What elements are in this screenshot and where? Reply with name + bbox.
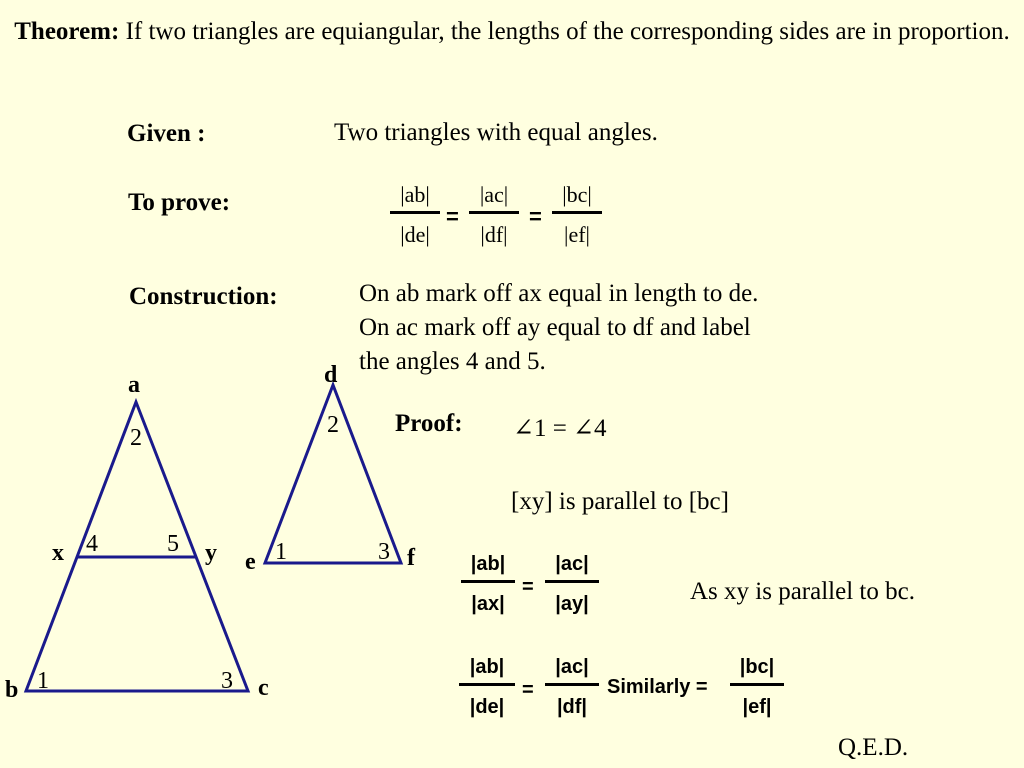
angle-label-f: 3 <box>378 539 390 565</box>
fraction-numerator: |bc| <box>739 656 775 678</box>
construction-label: Construction: <box>129 283 278 310</box>
fraction-numerator: |ab| <box>469 656 505 678</box>
angle-statement: ∠1 = ∠4 <box>513 415 607 442</box>
qed: Q.E.D. <box>838 734 909 761</box>
fraction-denominator: |de| <box>469 696 505 718</box>
fraction-denominator: |ay| <box>555 593 589 615</box>
construction-line-3: the angles 4 and 5. <box>359 348 546 375</box>
proof-label: Proof: <box>395 410 463 437</box>
fraction-numerator: |ac| <box>555 553 589 575</box>
fraction-numerator: |ab| <box>470 553 506 575</box>
ratio-1-reason: As xy is parallel to bc. <box>690 578 915 605</box>
vertex-label-e: e <box>245 549 256 575</box>
angle-label-d: 2 <box>327 412 339 438</box>
vertex-label-b: b <box>5 677 19 703</box>
angle-label-b: 1 <box>37 668 49 694</box>
vertex-label-c: c <box>258 675 269 701</box>
vertex-label-x: x <box>52 540 64 566</box>
angle-label-c: 3 <box>221 668 233 694</box>
fraction-numerator: |ab| <box>400 182 430 207</box>
fraction-denominator: |ef| <box>564 222 590 247</box>
angle-label-e: 1 <box>275 539 287 565</box>
vertex-label-f: f <box>407 545 415 571</box>
fraction-numerator: |ac| <box>555 656 589 678</box>
parallel-statement: [xy] is parallel to [bc] <box>511 488 729 515</box>
angle-label-x: 4 <box>86 531 98 557</box>
fraction-denominator: |ef| <box>742 696 772 718</box>
theorem-text: If two triangles are equiangular, the lengths of the corresponding sides are in proportion. <box>125 18 1010 45</box>
vertex-label-d: d <box>324 362 338 388</box>
fraction-numerator: |bc| <box>562 182 592 207</box>
fraction-denominator: |de| <box>400 222 430 247</box>
angle-label-y: 5 <box>167 531 179 557</box>
angle-label-a: 2 <box>130 425 142 451</box>
equals-sign: = <box>522 576 534 598</box>
given-label: Given : <box>127 120 206 147</box>
equals-sign: = <box>446 204 459 229</box>
fraction-denominator: |df| <box>480 222 508 247</box>
equals-sign: = <box>522 679 534 701</box>
given-text: Two triangles with equal angles. <box>334 119 658 146</box>
construction-line-2: On ac mark off ay equal to df and label <box>359 314 751 341</box>
equals-sign: = <box>529 204 542 229</box>
to-prove-label: To prove: <box>128 189 231 216</box>
similarly-label: Similarly = <box>607 676 708 698</box>
fraction-denominator: |df| <box>556 696 588 718</box>
theorem-label: Theorem: <box>14 18 120 45</box>
vertex-label-a: a <box>128 372 140 398</box>
fraction-denominator: |ax| <box>471 593 505 615</box>
fraction-numerator: |ac| <box>479 182 509 207</box>
construction-line-1: On ab mark off ax equal in length to de. <box>359 280 759 307</box>
vertex-label-y: y <box>205 540 217 566</box>
